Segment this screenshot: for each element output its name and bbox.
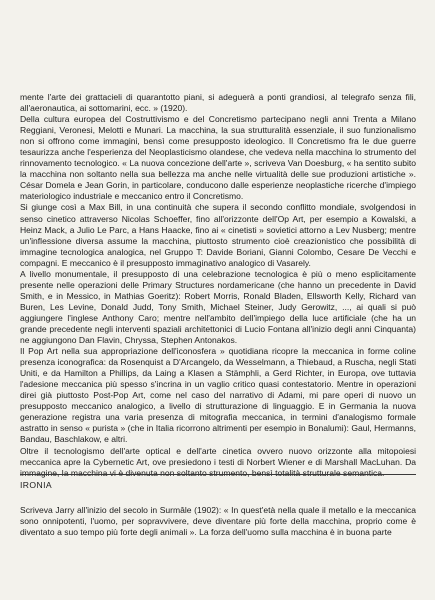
paragraph-6: Oltre il tecnologismo dell'arte optical e dell'arte cinetica ovvero nuovo orizzonte alla mitopoiesi meccanica apre la Cybernetic Art, ove presiedono i testi di Norbert Wiener e di Marshall MacLuhan. Da immagine, la macchina vi è divenuta non soltanto strumento, bensì totalità strutturale semantica. bbox=[20, 445, 416, 478]
paragraph-4: A livello monumentale, il presupposto di una celebrazione tecnologica è più o meno esplicitamente presente nelle operazioni delle Primary Structures nordamericane (che hanno un precedente in David Smith, e in Messico, in Mathias Goeritz): Robert Morris, Ronald Bladen, Ellsworth Kelly, Richard van Buren, Les Levine, Donald Judd, Tony Smith, Michael Steiner, Judy Gerowitz, ..., ai quali si può aggiungere l'inglese Anthony Caro; mentre nell'ambito dell'impiego della luce artificiale (che ha un grande precedente negli interventi spaziali architettonici di Lucio Fontana all'inizio degli anni Cinquanta) ne aggiungono Dan Flavin, Chryssa, Stephen Antonakos. bbox=[20, 268, 416, 346]
main-text-column bbox=[20, 92, 416, 479]
paragraph-2: Della cultura europea del Costruttivismo e del Concretismo partecipano negli anni Trenta a Milano Reggiani, Veronesi, Melotti e Munari. La macchina, la sua strutturalità essenziale, il suo funzionalismo non si offrono come immagini, bensì come presupposto ideologico. Il Concretismo fra le due guerre tesaurizza anche l'esperienza del Neoplasticismo olandese, che vedeva nella macchina lo strumento del rinnovamento tecnologico. « La nuova concezione dell'arte », scriveva Van Doesburg, « ha sentito subito la macchina non soltanto nella sua bellezza ma anche nelle virtualità delle sue produzioni artistiche ». César Domela e Jean Gorin, in particolare, conducono dalle esperienze neoplastiche ricerche d'impiego materiologico industriale e meccanico entro il Concretismo. bbox=[20, 114, 416, 202]
paragraph-1: mente l'arte dei grattacieli di quarantotto piani, si adeguerà a ponti grandiosi, al telegrafo senza fili, all'aeronautica, ai sottomarini, ecc. » (1920). bbox=[20, 92, 416, 114]
section-divider bbox=[20, 474, 416, 475]
section-text-column bbox=[20, 505, 416, 539]
paragraph-3: Si giunge così a Max Bill, in una continuità che supera il secondo conflitto mondiale, svolgendosi in senso cinetico attraverso Nicolas Schoeffer, fino all'orizzonte dell'Op Art, per esempio a Kowalski, a Heinz Mack, a Julio Le Parc, a Hans Haacke, fino ai « cinetisti » sovietici attorno a Lev Nusberg; mentre un'inflessione diversa assume la macchina, piuttosto strumento cioè creazionistico che possibilità di immagine tecnologica analogica, nel Gruppo T: Davide Boriani, Gianni Colombo, Cesare De Vecchi e compagni. E meccanico è il presupposto immaginativo analogico di Vasarely. bbox=[20, 202, 416, 268]
paragraph-5: Il Pop Art nella sua appropriazione dell'iconosfera » quotidiana ricopre la meccanica in forme coline presenza iconografica: da Rosenquist a D'Arcangelo, da Wesselmann, a Thiebaud, a Ruscha, negli Stati Uniti, e da Hamilton a Phillips, da Laing a Klasen a Stämphli, a Gerd Richter, in Europa, ove tuttavia l'adesione meccanica più spesso s'incrina in un vaglio critico quasi contestatorio. Mentre in operazioni direi già piuttosto Post-Pop Art, come nel caso del narrativo di Adami, mi pare operi di nuovo un presupposto meccanico analogico, a livello di strutturazione di linguaggio. E in Germania la nuova generazione registra una varia presenza di mitografia meccanica, in termini d'analogismo formale astratto in senso « purista » (che in Italia ricorrono altrimenti per esempio in Bonalumi): Gaul, Hermanns, Bandau, Baschlakow, e altri. bbox=[20, 346, 416, 445]
section-paragraph: Scriveva Jarry all'inizio del secolo in Surmâle (1902): « In quest'età nella quale il metallo e la meccanica sono onnipotenti, l'uomo, per sopravvivere, deve diventare più forte della macchina, proprio come è diventato a suo tempo più forte degli animali ». La forza dell'uomo sulla macchina è in buona parte bbox=[20, 505, 416, 538]
section-title: IRONIA bbox=[20, 480, 53, 490]
